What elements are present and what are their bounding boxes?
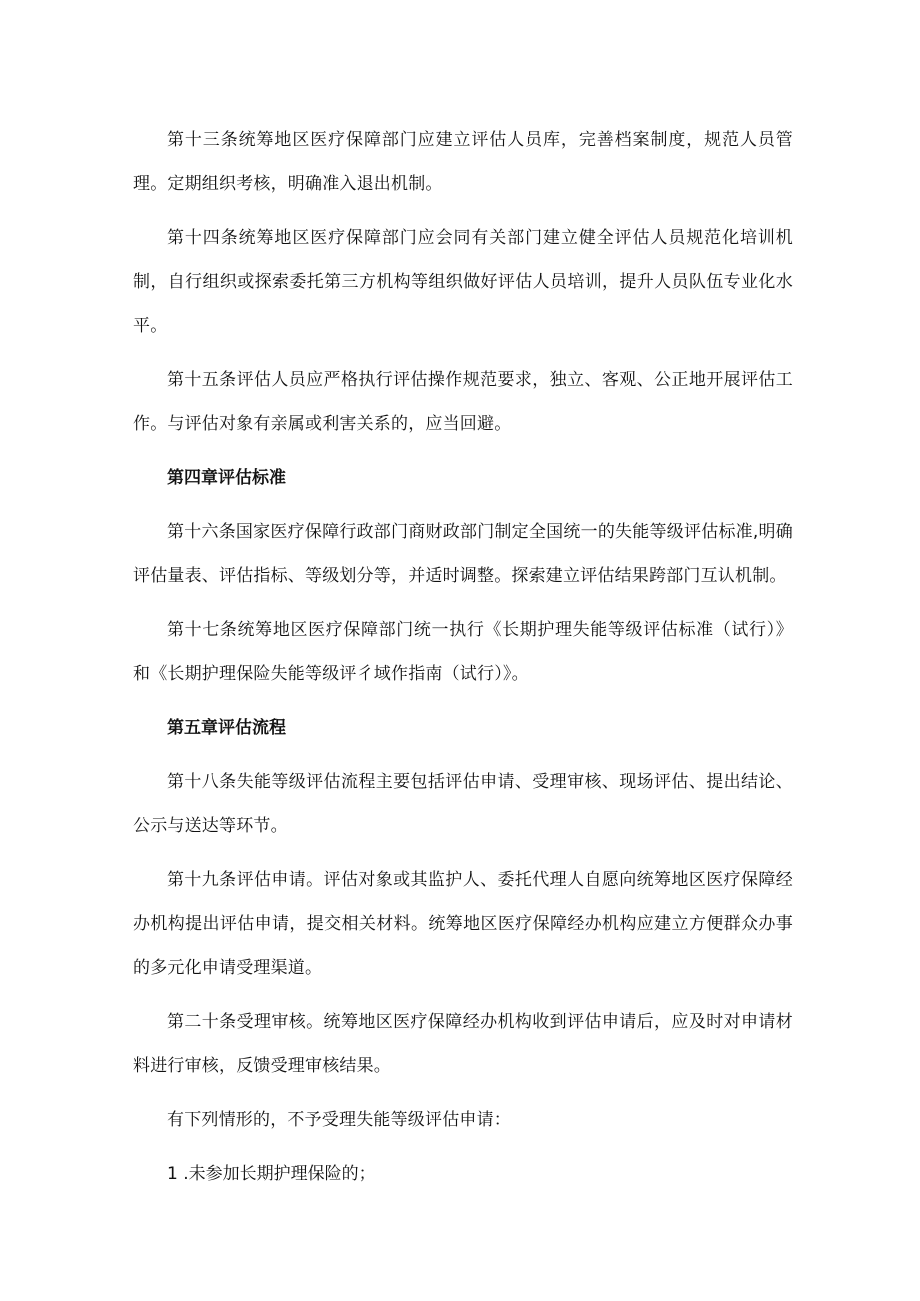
rejection-item-1: 1 .未参加长期护理保险的； <box>167 1164 376 1184</box>
article-16: 第十六条国家医疗保障行政部门商财政部门制定全国统一的失能等级评估标准,明确评估量表、评估指标、等级划分等，并适时调整。探索建立评估结果跨部门互认机制。 <box>133 522 793 586</box>
article-15: 第十五条评估人员应严格执行评估操作规范要求，独立、客观、公正地开展评估工作。与评估对象有亲属或利害关系的，应当回避。 <box>133 370 793 434</box>
article-18: 第十八条失能等级评估流程主要包括评估申请、受理审核、现场评估、提出结论、公示与送达等环节。 <box>133 772 793 836</box>
chapter-4-heading: 第四章评估标准 <box>167 468 286 488</box>
rejection-intro: 有下列情形的，不予受理失能等级评估申请： <box>167 1110 511 1130</box>
document-body <box>133 118 793 1206</box>
article-13: 第十三条统筹地区医疗保障部门应建立评估人员库，完善档案制度，规范人员管理。定期组织考核，明确准入退出机制。 <box>133 130 793 194</box>
article-19: 第十九条评估申请。评估对象或其监护人、委托代理人自愿向统筹地区医疗保障经办机构提出评估申请，提交相关材料。统筹地区医疗保障经办机构应建立方便群众办事的多元化申请受理渠道。 <box>133 870 793 978</box>
article-20: 第二十条受理审核。统筹地区医疗保障经办机构收到评估申请后，应及时对申请材料进行审核，反馈受理审核结果。 <box>133 1012 793 1076</box>
article-14: 第十四条统筹地区医疗保障部门应会同有关部门建立健全评估人员规范化培训机制，自行组织或探索委托第三方机构等组织做好评估人员培训，提升人员队伍专业化水平。 <box>133 228 793 336</box>
chapter-5-heading: 第五章评估流程 <box>167 718 286 738</box>
article-17: 第十七条统筹地区医疗保障部门统一执行《长期护理失能等级评估标准（试行）》和《长期护理保险失能等级评彳域作指南（试行）》。 <box>133 620 793 684</box>
